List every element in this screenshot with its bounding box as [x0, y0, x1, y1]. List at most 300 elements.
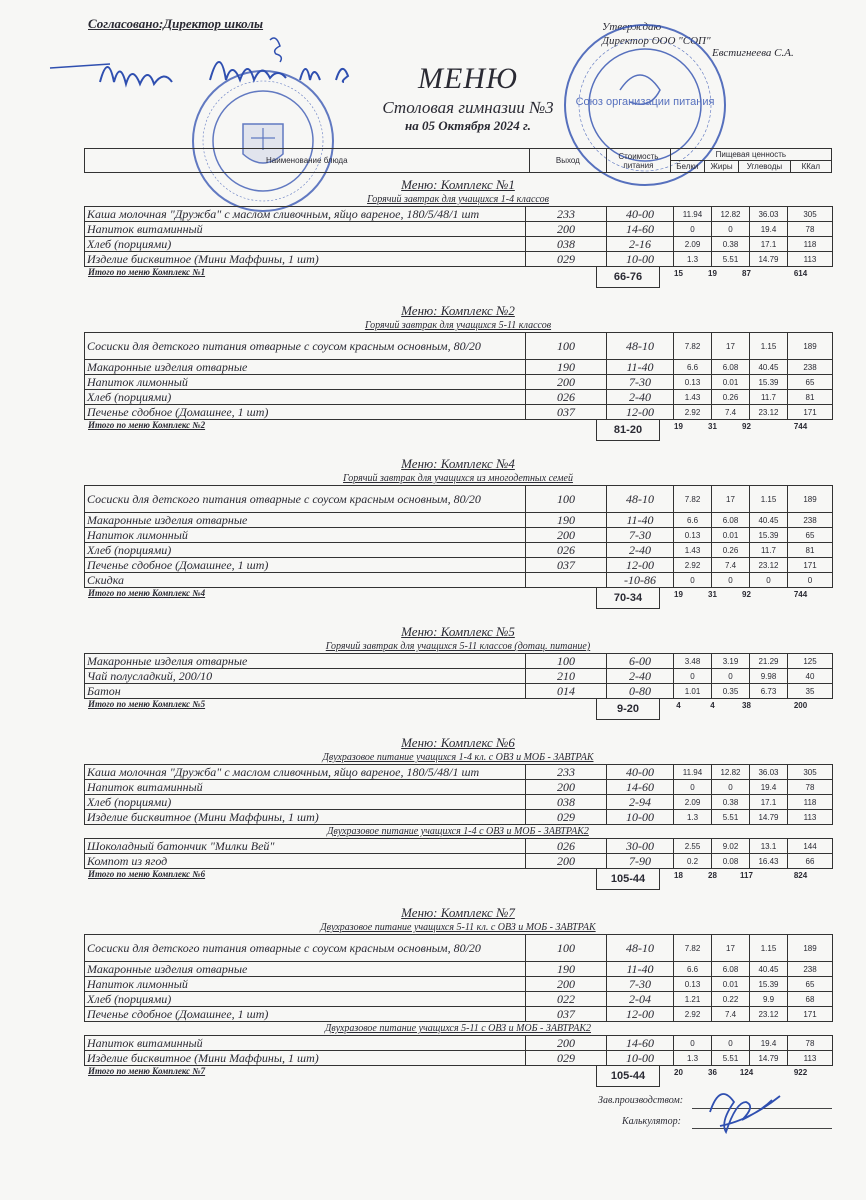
total-carbs: 124: [739, 1068, 754, 1077]
dish-name: Сосиски для детского питания отварные с соусом красным основным, 80/20: [85, 935, 526, 962]
dish-weight: [526, 573, 607, 588]
dish-name: Сосиски для детского питания отварные с соусом красным основным, 80/20: [85, 486, 526, 513]
total-price: 105-44: [596, 1066, 660, 1087]
table-row: [85, 1051, 833, 1066]
dish-weight: 100: [526, 333, 607, 360]
dish-carbs: 19.4: [750, 1036, 788, 1051]
dish-protein: 0.2: [674, 854, 712, 869]
table-row: [85, 360, 833, 375]
dish-fat: 12.82: [712, 765, 750, 780]
dish-carbs: 23.12: [750, 558, 788, 573]
dish-fat: 0.08: [712, 854, 750, 869]
dish-kcal: 238: [788, 360, 833, 375]
total-carbs: 92: [742, 590, 751, 599]
dish-price: 11-40: [607, 962, 674, 977]
dish-kcal: 65: [788, 528, 833, 543]
dish-carbs: 6.73: [750, 684, 788, 699]
dish-weight: 037: [526, 405, 607, 420]
menu-items-table: [84, 653, 833, 699]
dish-protein: 2.92: [674, 558, 712, 573]
table-row: [85, 237, 833, 252]
dish-weight: 190: [526, 513, 607, 528]
dish-kcal: 118: [788, 795, 833, 810]
table-row: [85, 333, 833, 360]
dish-kcal: 66: [788, 854, 833, 869]
dish-name: Хлеб (порциями): [85, 390, 526, 405]
dish-name: Напиток лимонный: [85, 375, 526, 390]
dish-weight: 100: [526, 935, 607, 962]
catering-stamp-text: Союз организации питания: [575, 96, 715, 108]
menu-date: на 05 Октября 2024 г.: [405, 118, 531, 133]
dish-price: 7-30: [607, 977, 674, 992]
table-row: [85, 839, 833, 854]
dish-price: 40-00: [607, 207, 674, 222]
dish-fat: 0: [712, 573, 750, 588]
dish-protein: 11.94: [674, 207, 712, 222]
total-label: Итого по меню Комплекс №7: [88, 1066, 206, 1076]
total-fat: 31: [708, 590, 717, 599]
total-carbs: 87: [742, 269, 751, 278]
dish-carbs: 0: [750, 573, 788, 588]
dish-price: 14-60: [607, 1036, 674, 1051]
col-protein: Белки: [670, 161, 704, 173]
col-name: Наименование блюда: [85, 149, 530, 173]
total-kcal: 614: [793, 269, 808, 278]
menu-items-table: [84, 764, 833, 825]
footer-calculator-label: Калькулятор:: [622, 1116, 681, 1127]
dish-carbs: 17.1: [750, 237, 788, 252]
dish-protein: 2.55: [674, 839, 712, 854]
group-subtitle: Двухразовое питание учащихся 5-11 с ОВЗ и МОБ - ЗАВТРАК2: [324, 1023, 592, 1034]
dish-kcal: 305: [788, 207, 833, 222]
dish-protein: 0: [674, 573, 712, 588]
total-label: Итого по меню Комплекс №2: [88, 420, 206, 430]
dish-weight: 200: [526, 1036, 607, 1051]
table-row: [85, 780, 833, 795]
dish-carbs: 19.4: [750, 222, 788, 237]
dish-name: Хлеб (порциями): [85, 992, 526, 1007]
dish-name: Шоколадный батончик "Милки Вей": [85, 839, 526, 854]
col-kcal: ККал: [790, 161, 831, 173]
footer-production-label: Зав.производством:: [598, 1095, 684, 1106]
dish-kcal: 113: [788, 252, 833, 267]
table-row: [85, 854, 833, 869]
dish-weight: 029: [526, 810, 607, 825]
dish-kcal: 78: [788, 780, 833, 795]
total-protein: 19: [674, 590, 683, 599]
dish-carbs: 13.1: [750, 839, 788, 854]
dish-fat: 0.01: [712, 977, 750, 992]
dish-protein: 0: [674, 669, 712, 684]
dish-weight: 038: [526, 795, 607, 810]
dish-price: 2-40: [607, 390, 674, 405]
dish-price: 12-00: [607, 1007, 674, 1022]
total-fat: 31: [708, 422, 717, 431]
dish-weight: 026: [526, 390, 607, 405]
dish-name: Хлеб (порциями): [85, 543, 526, 558]
dish-weight: 200: [526, 977, 607, 992]
col-weight: Выход: [529, 149, 607, 173]
dish-price: 2-94: [607, 795, 674, 810]
section-title: Меню: Комплекс №2: [401, 303, 515, 318]
table-row: [85, 765, 833, 780]
dish-kcal: 78: [788, 222, 833, 237]
dish-name: Изделие бисквитное (Мини Маффины, 1 шт): [85, 1051, 526, 1066]
dish-weight: 026: [526, 839, 607, 854]
dish-kcal: 144: [788, 839, 833, 854]
dish-carbs: 15.39: [750, 528, 788, 543]
section-title: Меню: Комплекс №4: [401, 456, 515, 471]
section-title: Меню: Комплекс №6: [401, 735, 515, 750]
dish-weight: 026: [526, 543, 607, 558]
table-row: [85, 962, 833, 977]
dish-kcal: 171: [788, 1007, 833, 1022]
dish-price: 40-00: [607, 765, 674, 780]
dish-kcal: 40: [788, 669, 833, 684]
dish-protein: 0.13: [674, 977, 712, 992]
dish-kcal: 65: [788, 375, 833, 390]
dish-carbs: 40.45: [750, 962, 788, 977]
menu-items-table: [84, 485, 833, 588]
table-row: [85, 390, 833, 405]
table-row: [85, 486, 833, 513]
total-label: Итого по меню Комплекс №4: [88, 588, 206, 598]
dish-fat: 0.35: [712, 684, 750, 699]
dish-name: Печенье сдобное (Домашнее, 1 шт): [85, 1007, 526, 1022]
agreed-label: Согласовано:Директор школы: [88, 16, 264, 31]
dish-name: Каша молочная "Дружба" с маслом сливочным, яйцо вареное, 180/5/48/1 шт: [85, 207, 526, 222]
dish-kcal: 238: [788, 962, 833, 977]
dish-carbs: 1.15: [750, 935, 788, 962]
dish-fat: 5.51: [712, 810, 750, 825]
dish-name: Хлеб (порциями): [85, 237, 526, 252]
total-kcal: 744: [793, 590, 808, 599]
approved-line1: Утверждаю: [602, 21, 662, 33]
section-total: [84, 699, 832, 721]
dish-price: 12-00: [607, 558, 674, 573]
dish-protein: 1.43: [674, 543, 712, 558]
dish-kcal: 113: [788, 810, 833, 825]
dish-weight: 100: [526, 486, 607, 513]
section-title: Меню: Комплекс №7: [401, 905, 515, 920]
dish-weight: 233: [526, 765, 607, 780]
total-carbs: 38: [742, 701, 751, 710]
total-protein: 20: [674, 1068, 683, 1077]
group-subtitle: Двухразовое питание учащихся 1-4 с ОВЗ и МОБ - ЗАВТРАК2: [327, 826, 589, 837]
table-row: [85, 810, 833, 825]
dish-name: Чай полусладкий, 200/10: [85, 669, 526, 684]
dish-carbs: 9.9: [750, 992, 788, 1007]
table-row: [85, 375, 833, 390]
menu-items-table: [84, 934, 833, 1022]
dish-protein: 1.21: [674, 992, 712, 1007]
total-price: 70-34: [596, 588, 660, 609]
col-nutrition: Пищевая ценность: [670, 149, 831, 161]
dish-price: 10-00: [607, 252, 674, 267]
dish-price: 48-10: [607, 486, 674, 513]
dish-name: Напиток витаминный: [85, 1036, 526, 1051]
table-row: [85, 977, 833, 992]
dish-fat: 7.4: [712, 558, 750, 573]
dish-protein: 11.94: [674, 765, 712, 780]
dish-kcal: 78: [788, 1036, 833, 1051]
dish-kcal: 189: [788, 935, 833, 962]
dish-fat: 5.51: [712, 252, 750, 267]
menu-items-table: [84, 206, 833, 267]
total-kcal: 200: [793, 701, 808, 710]
dish-name: Макаронные изделия отварные: [85, 962, 526, 977]
dish-kcal: 125: [788, 654, 833, 669]
dish-protein: 2.92: [674, 405, 712, 420]
dish-name: Сосиски для детского питания отварные с соусом красным основным, 80/20: [85, 333, 526, 360]
dish-price: 14-60: [607, 780, 674, 795]
dish-kcal: 0: [788, 573, 833, 588]
dish-price: 7-30: [607, 528, 674, 543]
dish-name: Изделие бисквитное (Мини Маффины, 1 шт): [85, 252, 526, 267]
dish-carbs: 40.45: [750, 360, 788, 375]
dish-carbs: 11.7: [750, 390, 788, 405]
total-protein: 18: [674, 871, 683, 880]
table-row: [85, 654, 833, 669]
table-row: [85, 543, 833, 558]
dish-fat: 0.22: [712, 992, 750, 1007]
dish-protein: 0: [674, 780, 712, 795]
dish-fat: 0.26: [712, 390, 750, 405]
dish-carbs: 9.98: [750, 669, 788, 684]
table-row: [85, 252, 833, 267]
dish-name: Напиток витаминный: [85, 222, 526, 237]
dish-name: Каша молочная "Дружба" с маслом сливочным, яйцо вареное, 180/5/48/1 шт: [85, 765, 526, 780]
dish-fat: 6.08: [712, 360, 750, 375]
dish-weight: 200: [526, 375, 607, 390]
dish-price: 2-40: [607, 669, 674, 684]
dish-carbs: 11.7: [750, 543, 788, 558]
dish-price: -10-86: [607, 573, 674, 588]
total-fat: 36: [708, 1068, 717, 1077]
dish-name: Макаронные изделия отварные: [85, 360, 526, 375]
dish-weight: 100: [526, 654, 607, 669]
total-carbs: 92: [742, 422, 751, 431]
section-subtitle: Горячий завтрак для учащихся 5-11 классов (дотац. питание): [325, 641, 591, 652]
dish-weight: 037: [526, 558, 607, 573]
total-price: 9-20: [596, 699, 660, 720]
dish-name: Напиток лимонный: [85, 977, 526, 992]
section-subtitle: Горячий завтрак для учащихся 5-11 классов: [364, 320, 552, 331]
total-carbs: 117: [740, 871, 753, 880]
dish-price: 14-60: [607, 222, 674, 237]
table-row: [85, 528, 833, 543]
dish-price: 48-10: [607, 935, 674, 962]
menu-items-table: [84, 838, 833, 869]
dish-name: Скидка: [85, 573, 526, 588]
total-label: Итого по меню Комплекс №1: [88, 267, 206, 277]
table-row: [85, 1036, 833, 1051]
dish-fat: 17: [712, 333, 750, 360]
dish-fat: 0.26: [712, 543, 750, 558]
dish-price: 7-30: [607, 375, 674, 390]
approved-name: Евстигнеева С.А.: [712, 47, 794, 59]
dish-weight: 233: [526, 207, 607, 222]
dish-fat: 17: [712, 935, 750, 962]
dish-fat: 0: [712, 222, 750, 237]
dish-fat: 5.51: [712, 1051, 750, 1066]
dish-fat: 12.82: [712, 207, 750, 222]
dish-kcal: 118: [788, 237, 833, 252]
dish-protein: 7.82: [674, 935, 712, 962]
dish-protein: 2.09: [674, 795, 712, 810]
dish-kcal: 81: [788, 390, 833, 405]
total-fat: 19: [708, 269, 717, 278]
dish-kcal: 35: [788, 684, 833, 699]
dish-carbs: 21.29: [750, 654, 788, 669]
dish-price: 2-40: [607, 543, 674, 558]
menu-items-table: [84, 1035, 833, 1066]
dish-name: Печенье сдобное (Домашнее, 1 шт): [85, 558, 526, 573]
dish-name: Печенье сдобное (Домашнее, 1 шт): [85, 405, 526, 420]
dish-price: 11-40: [607, 513, 674, 528]
table-row: [85, 1007, 833, 1022]
total-kcal: 922: [793, 1068, 808, 1077]
dish-kcal: 189: [788, 333, 833, 360]
menu-content: [84, 177, 832, 1102]
section-subtitle: Горячий завтрак для учащихся 1-4 классов: [367, 194, 549, 205]
total-protein: 19: [674, 422, 683, 431]
dish-fat: 0: [712, 1036, 750, 1051]
dish-carbs: 36.03: [750, 207, 788, 222]
col-carbs: Углеводы: [739, 161, 790, 173]
dish-kcal: 171: [788, 558, 833, 573]
dish-carbs: 36.03: [750, 765, 788, 780]
dish-fat: 0: [712, 780, 750, 795]
dish-carbs: 40.45: [750, 513, 788, 528]
dish-fat: 0.01: [712, 528, 750, 543]
dish-weight: 038: [526, 237, 607, 252]
dish-fat: 0: [712, 669, 750, 684]
dish-protein: 2.92: [674, 1007, 712, 1022]
dish-price: 6-00: [607, 654, 674, 669]
dish-protein: 0.13: [674, 528, 712, 543]
dish-price: 2-04: [607, 992, 674, 1007]
table-row: [85, 405, 833, 420]
total-label: Итого по меню Комплекс №5: [88, 699, 206, 709]
dish-fat: 7.4: [712, 405, 750, 420]
dish-protein: 6.6: [674, 360, 712, 375]
handwritten-signature-footer: [690, 1082, 800, 1142]
dish-fat: 6.08: [712, 513, 750, 528]
approved-line2: Директор ООО "СОП": [602, 35, 711, 47]
dish-protein: 3.48: [674, 654, 712, 669]
dish-carbs: 23.12: [750, 405, 788, 420]
table-row: [85, 684, 833, 699]
page-title: МЕНЮ: [418, 62, 518, 95]
dish-protein: 0: [674, 1036, 712, 1051]
total-kcal: 744: [793, 422, 808, 431]
dish-weight: 029: [526, 252, 607, 267]
section-total: [84, 588, 832, 610]
dish-price: 0-80: [607, 684, 674, 699]
dish-protein: 0.13: [674, 375, 712, 390]
dish-kcal: 113: [788, 1051, 833, 1066]
dish-carbs: 14.79: [750, 810, 788, 825]
dish-fat: 17: [712, 486, 750, 513]
dish-kcal: 238: [788, 513, 833, 528]
dish-weight: 022: [526, 992, 607, 1007]
dish-name: Макаронные изделия отварные: [85, 654, 526, 669]
total-fat: 4: [710, 701, 715, 710]
table-row: [85, 795, 833, 810]
canteen-name: Столовая гимназии №3: [382, 98, 554, 117]
total-price: 81-20: [596, 420, 660, 441]
dish-price: 30-00: [607, 839, 674, 854]
dish-carbs: 17.1: [750, 795, 788, 810]
dish-carbs: 14.79: [750, 1051, 788, 1066]
section-title: Меню: Комплекс №5: [401, 624, 515, 639]
dish-carbs: 19.4: [750, 780, 788, 795]
dish-protein: 1.01: [674, 684, 712, 699]
dish-protein: 1.3: [674, 252, 712, 267]
table-row: [85, 992, 833, 1007]
section-subtitle: Двухразовое питание учащихся 1-4 кл. с ОВЗ и МОБ - ЗАВТРАК: [322, 752, 594, 763]
dish-name: Компот из ягод: [85, 854, 526, 869]
dish-protein: 1.43: [674, 390, 712, 405]
dish-name: Батон: [85, 684, 526, 699]
section-total: [84, 267, 832, 289]
section-total: [84, 420, 832, 442]
dish-carbs: 16.43: [750, 854, 788, 869]
dish-weight: 200: [526, 780, 607, 795]
table-row: [85, 222, 833, 237]
dish-weight: 014: [526, 684, 607, 699]
dish-name: Хлеб (порциями): [85, 795, 526, 810]
dish-carbs: 15.39: [750, 375, 788, 390]
dish-weight: 200: [526, 854, 607, 869]
section-subtitle: Двухразовое питание учащихся 5-11 кл. с ОВЗ и МОБ - ЗАВТРАК: [320, 922, 596, 933]
dish-protein: 7.82: [674, 333, 712, 360]
dish-fat: 0.38: [712, 237, 750, 252]
dish-name: Изделие бисквитное (Мини Маффины, 1 шт): [85, 810, 526, 825]
dish-weight: 037: [526, 1007, 607, 1022]
table-row: [85, 558, 833, 573]
dish-price: 2-16: [607, 237, 674, 252]
section-total: [84, 869, 832, 891]
dish-kcal: 68: [788, 992, 833, 1007]
dish-carbs: 15.39: [750, 977, 788, 992]
dish-carbs: 23.12: [750, 1007, 788, 1022]
dish-carbs: 1.15: [750, 333, 788, 360]
dish-weight: 190: [526, 360, 607, 375]
dish-weight: 200: [526, 528, 607, 543]
dish-kcal: 65: [788, 977, 833, 992]
dish-fat: 7.4: [712, 1007, 750, 1022]
dish-protein: 1.3: [674, 810, 712, 825]
total-price: 105-44: [596, 869, 660, 890]
dish-price: 12-00: [607, 405, 674, 420]
dish-fat: 3.19: [712, 654, 750, 669]
dish-weight: 210: [526, 669, 607, 684]
total-price: 66-76: [596, 267, 660, 288]
dish-kcal: 81: [788, 543, 833, 558]
dish-fat: 6.08: [712, 962, 750, 977]
total-kcal: 824: [793, 871, 808, 880]
dish-weight: 200: [526, 222, 607, 237]
dish-protein: 2.09: [674, 237, 712, 252]
dish-price: 48-10: [607, 333, 674, 360]
col-fat: Жиры: [704, 161, 738, 173]
dish-price: 11-40: [607, 360, 674, 375]
dish-name: Напиток витаминный: [85, 780, 526, 795]
dish-protein: 1.3: [674, 1051, 712, 1066]
section-subtitle: Горячий завтрак для учащихся из многодетных семей: [343, 473, 573, 484]
